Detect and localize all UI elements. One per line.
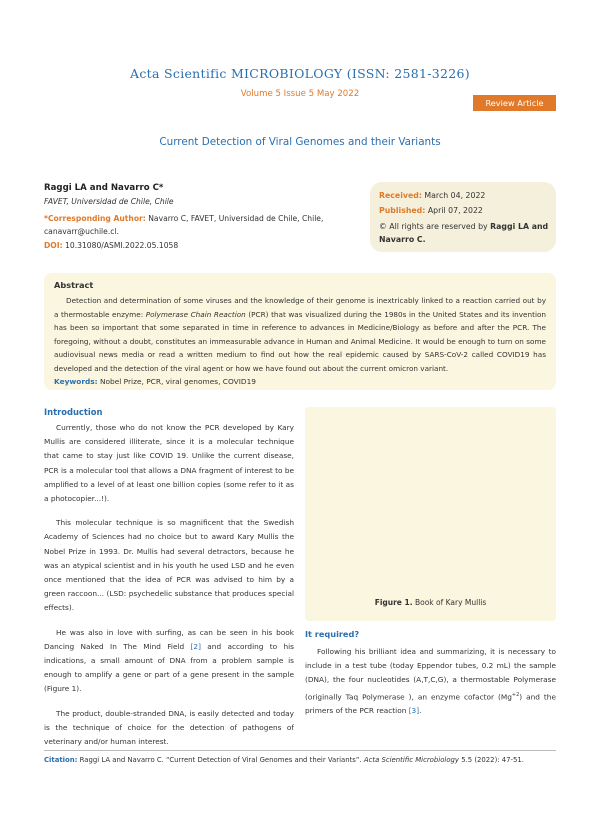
abstract-text-part2: (PCR) that was visualized during the 1980s in the United States and its invention has been so important that some separated in time in reference to advances in Medicine/Biology as before and after the PCR. The foregoing, without a doubt, constitutes an immeasurable advance in Human and Animal Medicine. It would be enough to turn on some audiovisual news media or read a written medium to find out how the real epidemic caused by SARS-CoV-2 called COVID19 has developed and the detection of the viral agent or how we have found out about the current omicron variant. [54, 309, 546, 373]
abstract-text [54, 294, 546, 375]
figure-1-caption [305, 598, 556, 607]
citation [44, 756, 524, 764]
journal-title: Acta Scientific MICROBIOLOGY (ISSN: 2581-3226) [130, 66, 470, 81]
dates-box [370, 182, 556, 252]
article-title: Current Detection of Viral Genomes and their Variants [159, 136, 441, 148]
rights-prefix: © All rights are reserved by [379, 222, 491, 231]
required-text-a: Following his brilliant idea and summarizing, it is necessary to include in a test tube (today Eppendor tubes, 0.2 mL) the sample (DNA), the four nucleotides (A,T,C,G), a thermostable Polymerase (originally Taq Polymerase ), an enzyme cofactor (Mg [305, 647, 556, 702]
required-superscript: +2 [511, 691, 520, 698]
required-text-b: ) and the primers of the PCR reaction [305, 692, 556, 716]
article-type-badge: Review Article [473, 95, 556, 111]
received-label: Received: [379, 191, 422, 200]
published-value: April 07, 2022 [425, 206, 483, 215]
footer-divider [44, 750, 556, 751]
introduction-column [44, 421, 294, 749]
doi-label: DOI: [44, 241, 63, 250]
citation-label: Citation: [44, 756, 78, 764]
intro-paragraph-1: Currently, those who do not know the PCR developed by Kary Mullis are considered illiterate, since it is a molecular technique that came to stay just like COVID 19. Unlike the current disease, PCR is a molecular tool that allows a DNA fragment of interest to be amplified to a level of at least one billion copies (some refer to it as a photocopier...!). [44, 423, 295, 504]
affiliation: FAVET, Universidad de Chile, Chile [44, 197, 174, 206]
keywords-value: Nobel Prize, PCR, viral genomes, COVID19 [97, 377, 256, 386]
required-paragraph [305, 645, 556, 718]
intro-paragraph-3 [44, 626, 294, 697]
intro-p3-text-a: He was also in love with surfing, as can be seen in his book Dancing Naked In The Mind Field [44, 627, 294, 651]
corresponding-label: *Corresponding Author: [44, 214, 146, 223]
required-heading: It required? [305, 629, 360, 639]
intro-p3-text-b: and according to his indications, a small amount of DNA from a problem sample is enough to amplify a gene or part of a gene present in the sample (Figure 1). [44, 641, 295, 694]
abstract-title: Abstract [54, 280, 94, 290]
keywords [54, 377, 256, 386]
citation-text: Raggi LA and Navarro C. “Current Detection of Viral Genomes and their Variants”. [77, 756, 364, 764]
received-value: March 04, 2022 [421, 191, 486, 200]
rights-holder: Raggi LA and Navarro C. [379, 222, 549, 244]
citation-details: 5.5 (2022): 47-51. [459, 756, 524, 764]
abstract-text-part1: Detection and determination of some viruses and the knowledge of their genome is inextricably linked to a reaction carried out by a thermostable enzyme: [54, 296, 546, 319]
rights [379, 220, 549, 246]
required-column [305, 645, 556, 718]
intro-paragraph-2: This molecular technique is so magnificent that the Swedish Academy of Sciences had no choice but to award Kary Mullis the Nobel Prize in 1993. Dr. Mullis had several detractors, because he was an atypical scientist and in his youth he used LSD and he even once mentioned that the idea of PCR was advised to him by a green raccoon... (LSD: psychedelic substance that produces special effects). [44, 518, 294, 613]
reference-link[interactable]: [3] [408, 706, 420, 716]
doi [44, 241, 178, 250]
abstract-text-italic: Polymerase Chain Reaction [145, 309, 246, 319]
figure-1-image [305, 407, 556, 621]
doi-link[interactable]: 10.31080/ASMI.2022.05.1058 [62, 241, 179, 250]
published-label: Published: [379, 206, 426, 215]
authors: Raggi LA and Navarro C* [44, 183, 164, 193]
published-date [379, 206, 483, 215]
figure-caption-text: Book of Kary Mullis [412, 598, 487, 607]
volume-issue: Volume 5 Issue 5 May 2022 [240, 89, 360, 99]
corresponding-text: Navarro C, FAVET, Universidad de Chile, Chile, canavarr@uchile.cl. [44, 214, 324, 236]
reference-link[interactable]: [2] [190, 641, 201, 651]
citation-journal: Acta Scientific Microbiology [363, 756, 459, 764]
received-date [379, 191, 485, 200]
figure-label: Figure 1. [374, 598, 413, 607]
corresponding-author [44, 212, 324, 238]
keywords-label: Keywords: [54, 377, 98, 386]
required-text-c: . [419, 706, 422, 716]
introduction-heading: Introduction [44, 407, 103, 417]
intro-paragraph-4: The product, double-stranded DNA, is easily detected and today is the technique of choice for the detection of pathogens of veterinary and/or human interest. [44, 708, 294, 747]
abstract-box [44, 273, 556, 390]
